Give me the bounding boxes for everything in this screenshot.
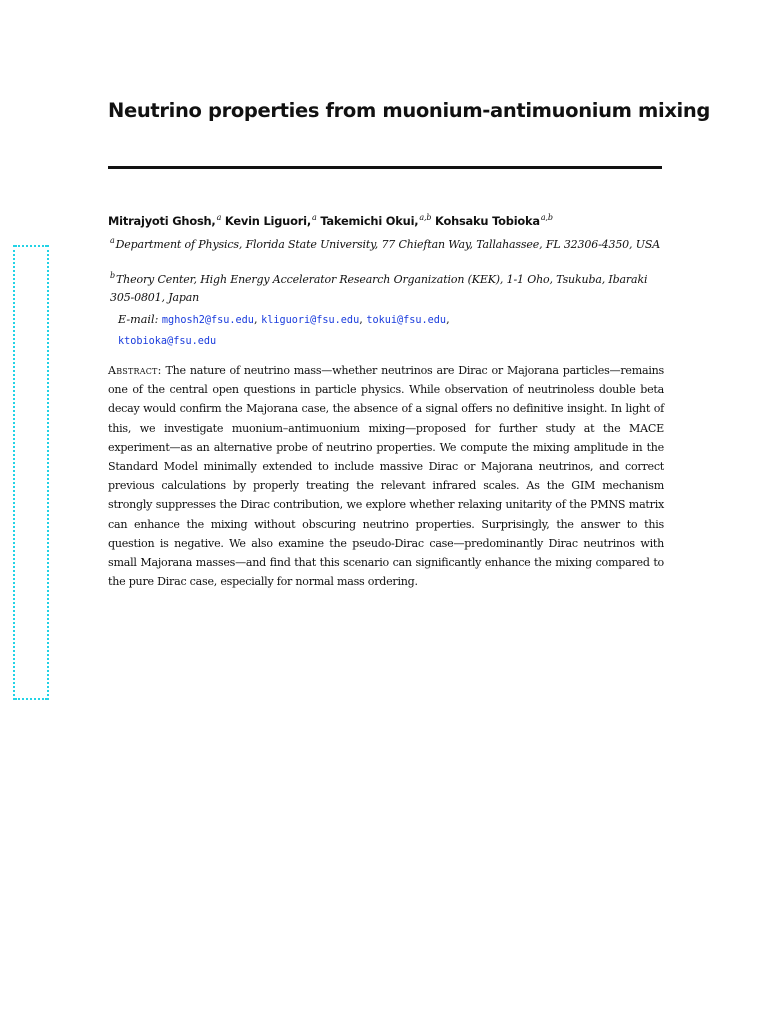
email-link-tobioka[interactable]: ktobioka@fsu.edu — [118, 336, 217, 347]
author-list — [108, 212, 668, 230]
email-link-okui[interactable]: tokui@fsu.edu — [366, 315, 447, 326]
affiliation-mark: b — [110, 271, 115, 280]
affiliation-mark: a — [110, 236, 115, 245]
margin-annotation-box — [13, 245, 49, 700]
email-label: E-mail: — [118, 313, 159, 326]
author-affiliation-mark: a,b — [419, 213, 432, 222]
author-name: Mitrajyoti Ghosh, — [108, 214, 216, 228]
abstract-text: The nature of neutrino mass—whether neutrinos are Dirac or Majorana particles—remains one of the central open questions in particle physics. While observation of neutrinoless double beta decay would confirm the Majorana case, the absence of a signal offers no definitive insight. In light of this, we investigate muonium–antimuonium mixing—proposed for further study at the MACE experiment—as an alternative probe of neutrino properties. We compute the mixing amplitude in the Standard Model minimally extended to include massive Dirac or Majorana neutrinos, and correct previous calculations by properly treating the relevant infrared scales. As the GIM mechanism strongly suppresses the Dirac contribution, we explore whether relaxing unitarity of the PMNS matrix can enhance the mixing without obscuring neutrino properties. Surprisingly, the answer to this question is negative. We also examine the pseudo-Dirac case—predominantly Dirac neutrinos with small Majorana masses—and find that this scenario can significantly enhance the mixing compared to the pure Dirac case, especially for normal mass ordering. — [108, 364, 664, 589]
author-affiliation-mark: a,b — [540, 213, 553, 222]
author-name: Kohsaku Tobioka — [435, 214, 540, 228]
author-affiliation-mark: a — [216, 213, 222, 222]
email-block: E-mail: mghosh2@fsu.edu, kliguori@fsu.edu, tokui@fsu.edu, ktobioka@fsu.edu — [118, 313, 450, 347]
author-3 — [320, 214, 431, 228]
title-rule — [108, 166, 662, 169]
author-2 — [225, 214, 317, 228]
paper-title: Neutrino properties from muonium-antimuonium mixing — [108, 99, 711, 122]
affiliation-a — [110, 236, 664, 254]
author-name: Kevin Liguori, — [224, 214, 311, 228]
author-1 — [108, 214, 221, 228]
author-affiliation-mark: a — [311, 213, 317, 222]
abstract-label: Abstract: — [108, 364, 162, 377]
abstract — [108, 361, 664, 591]
affiliation-text: Department of Physics, Florida State University, 77 Chieftan Way, Tallahassee, FL 32306-4350, USA — [115, 238, 661, 251]
email-link-liguori[interactable]: kliguori@fsu.edu — [261, 315, 360, 326]
author-4 — [435, 214, 553, 228]
affiliation-text: Theory Center, High Energy Accelerator Research Organization (KEK), 1-1 Oho, Tsukuba, Ibaraki 305-0801, Japan — [110, 273, 648, 304]
email-link-ghosh[interactable]: mghosh2@fsu.edu — [161, 315, 254, 326]
author-name: Takemichi Okui, — [320, 214, 419, 228]
affiliation-b — [110, 271, 664, 307]
